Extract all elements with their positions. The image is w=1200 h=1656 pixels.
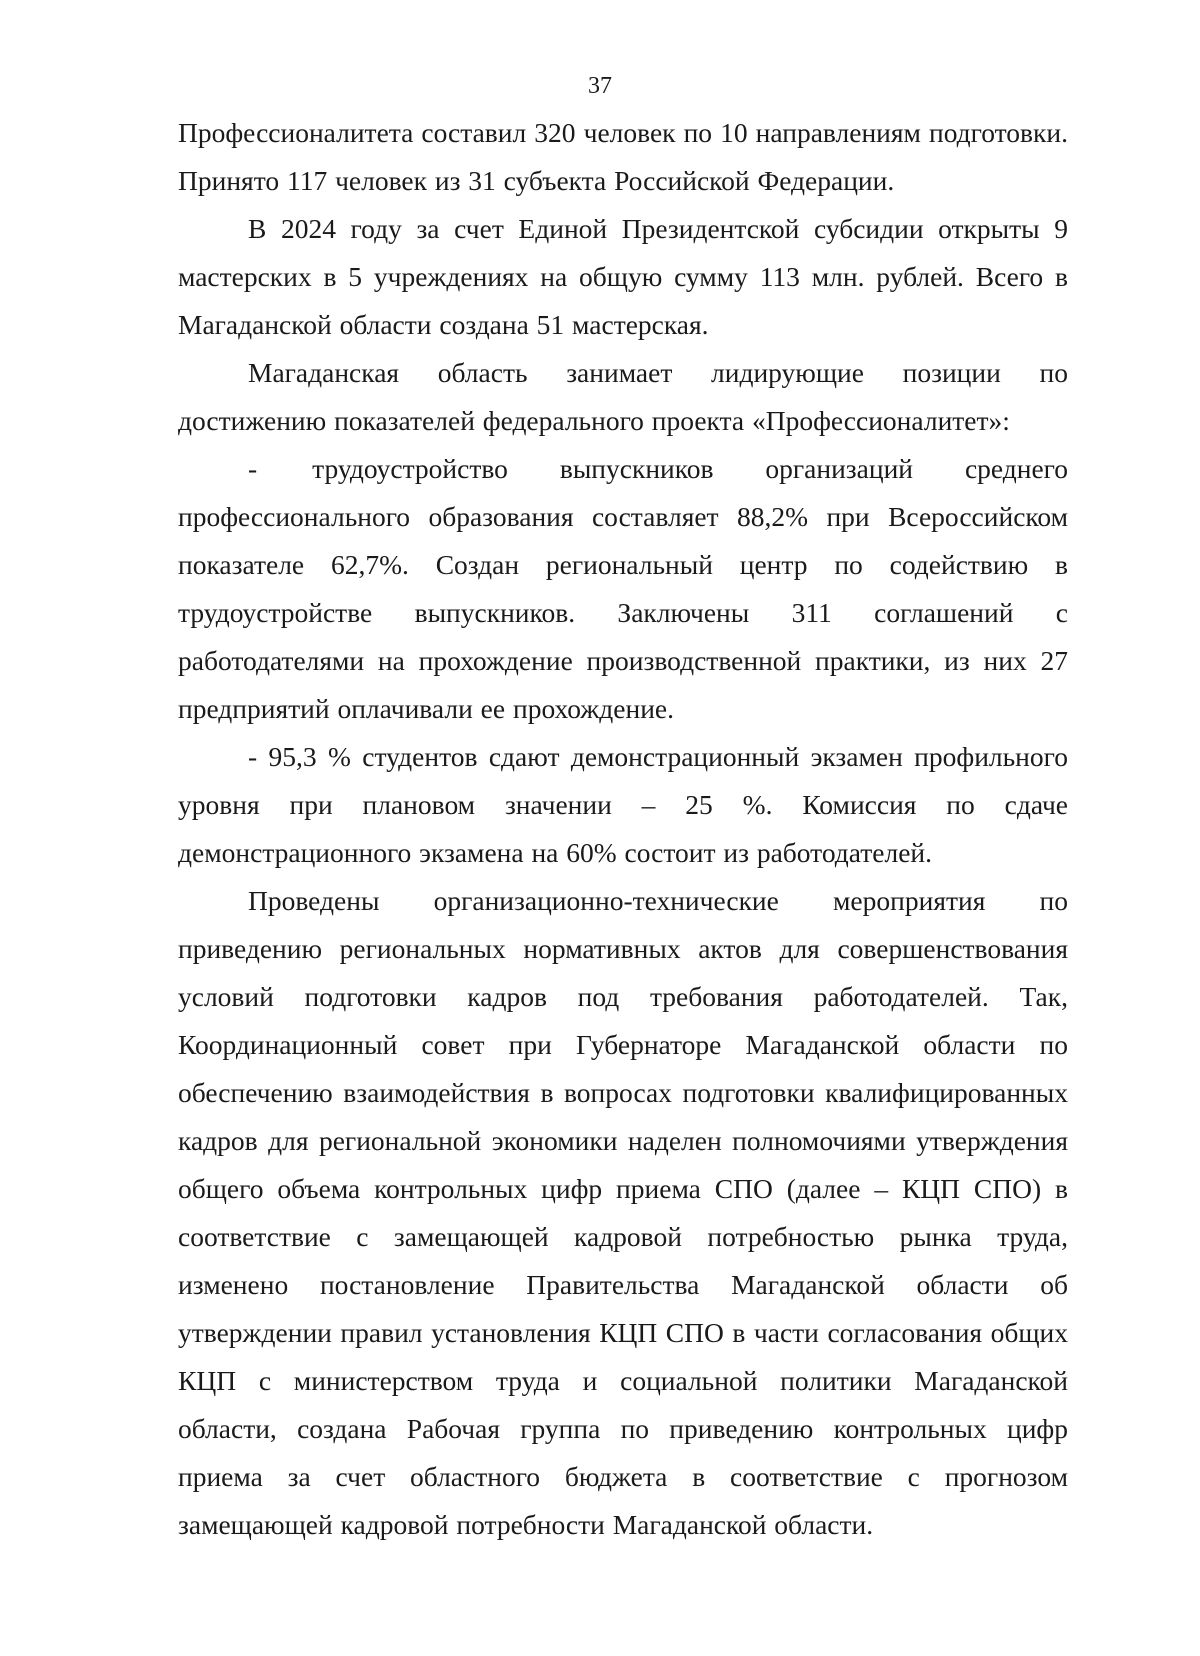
paragraph-5-bullet: - 95,3 % студентов сдают демонстрационный экзамен профильного уровня при плановом значении – 25 %. Комиссия по сдаче демонстрационного экзамена на 60% состоит из работодателей.: [178, 741, 1068, 868]
paragraph-1: Профессионалитета составил 320 человек по 10 направлениям подготовки. Принято 117 человек из 31 субъекта Российской Федерации.: [178, 117, 1068, 196]
paragraph-2: В 2024 году за счет Единой Президентской субсидии открыты 9 мастерских в 5 учреждениях на общую сумму 113 млн. рублей. Всего в Магаданской области создана 51 мастерская.: [178, 213, 1068, 340]
paragraph-3: Магаданская область занимает лидирующие позиции по достижению показателей федерального проекта «Профессионалитет»:: [178, 357, 1068, 436]
paragraph-4-bullet: - трудоустройство выпускников организаций среднего профессионального образования составляет 88,2% при Всероссийском показателе 62,7%. Создан региональный центр по содействию в трудоустройстве выпускников. Заключены 311 соглашений с работодателями на прохождение производственной практики, из них 27 предприятий оплачивали ее прохождение.: [178, 453, 1068, 724]
page-number: 37: [588, 73, 612, 99]
paragraph-6: Проведены организационно-технические мероприятия по приведению региональных нормативных актов для совершенствования условий подготовки кадров под требования работодателей. Так, Координационный совет при Губернаторе Магаданской области по обеспечению взаимодействия в вопросах подготовки квалифицированных кадров для региональной экономики наделен полномочиями утверждения общего объема контрольных цифр приема СПО (далее – КЦП СПО) в соответствие с замещающей кадровой потребностью рынка труда, изменено постановление Правительства Магаданской области об утверждении правил установления КЦП СПО в части согласования общих КЦП с министерством труда и социальной политики Магаданской области, создана Рабочая группа по приведению контрольных цифр приема за счет областного бюджета в соответствие с прогнозом замещающей кадровой потребности Магаданской области.: [178, 885, 1068, 1540]
document-body: [178, 109, 1068, 1549]
